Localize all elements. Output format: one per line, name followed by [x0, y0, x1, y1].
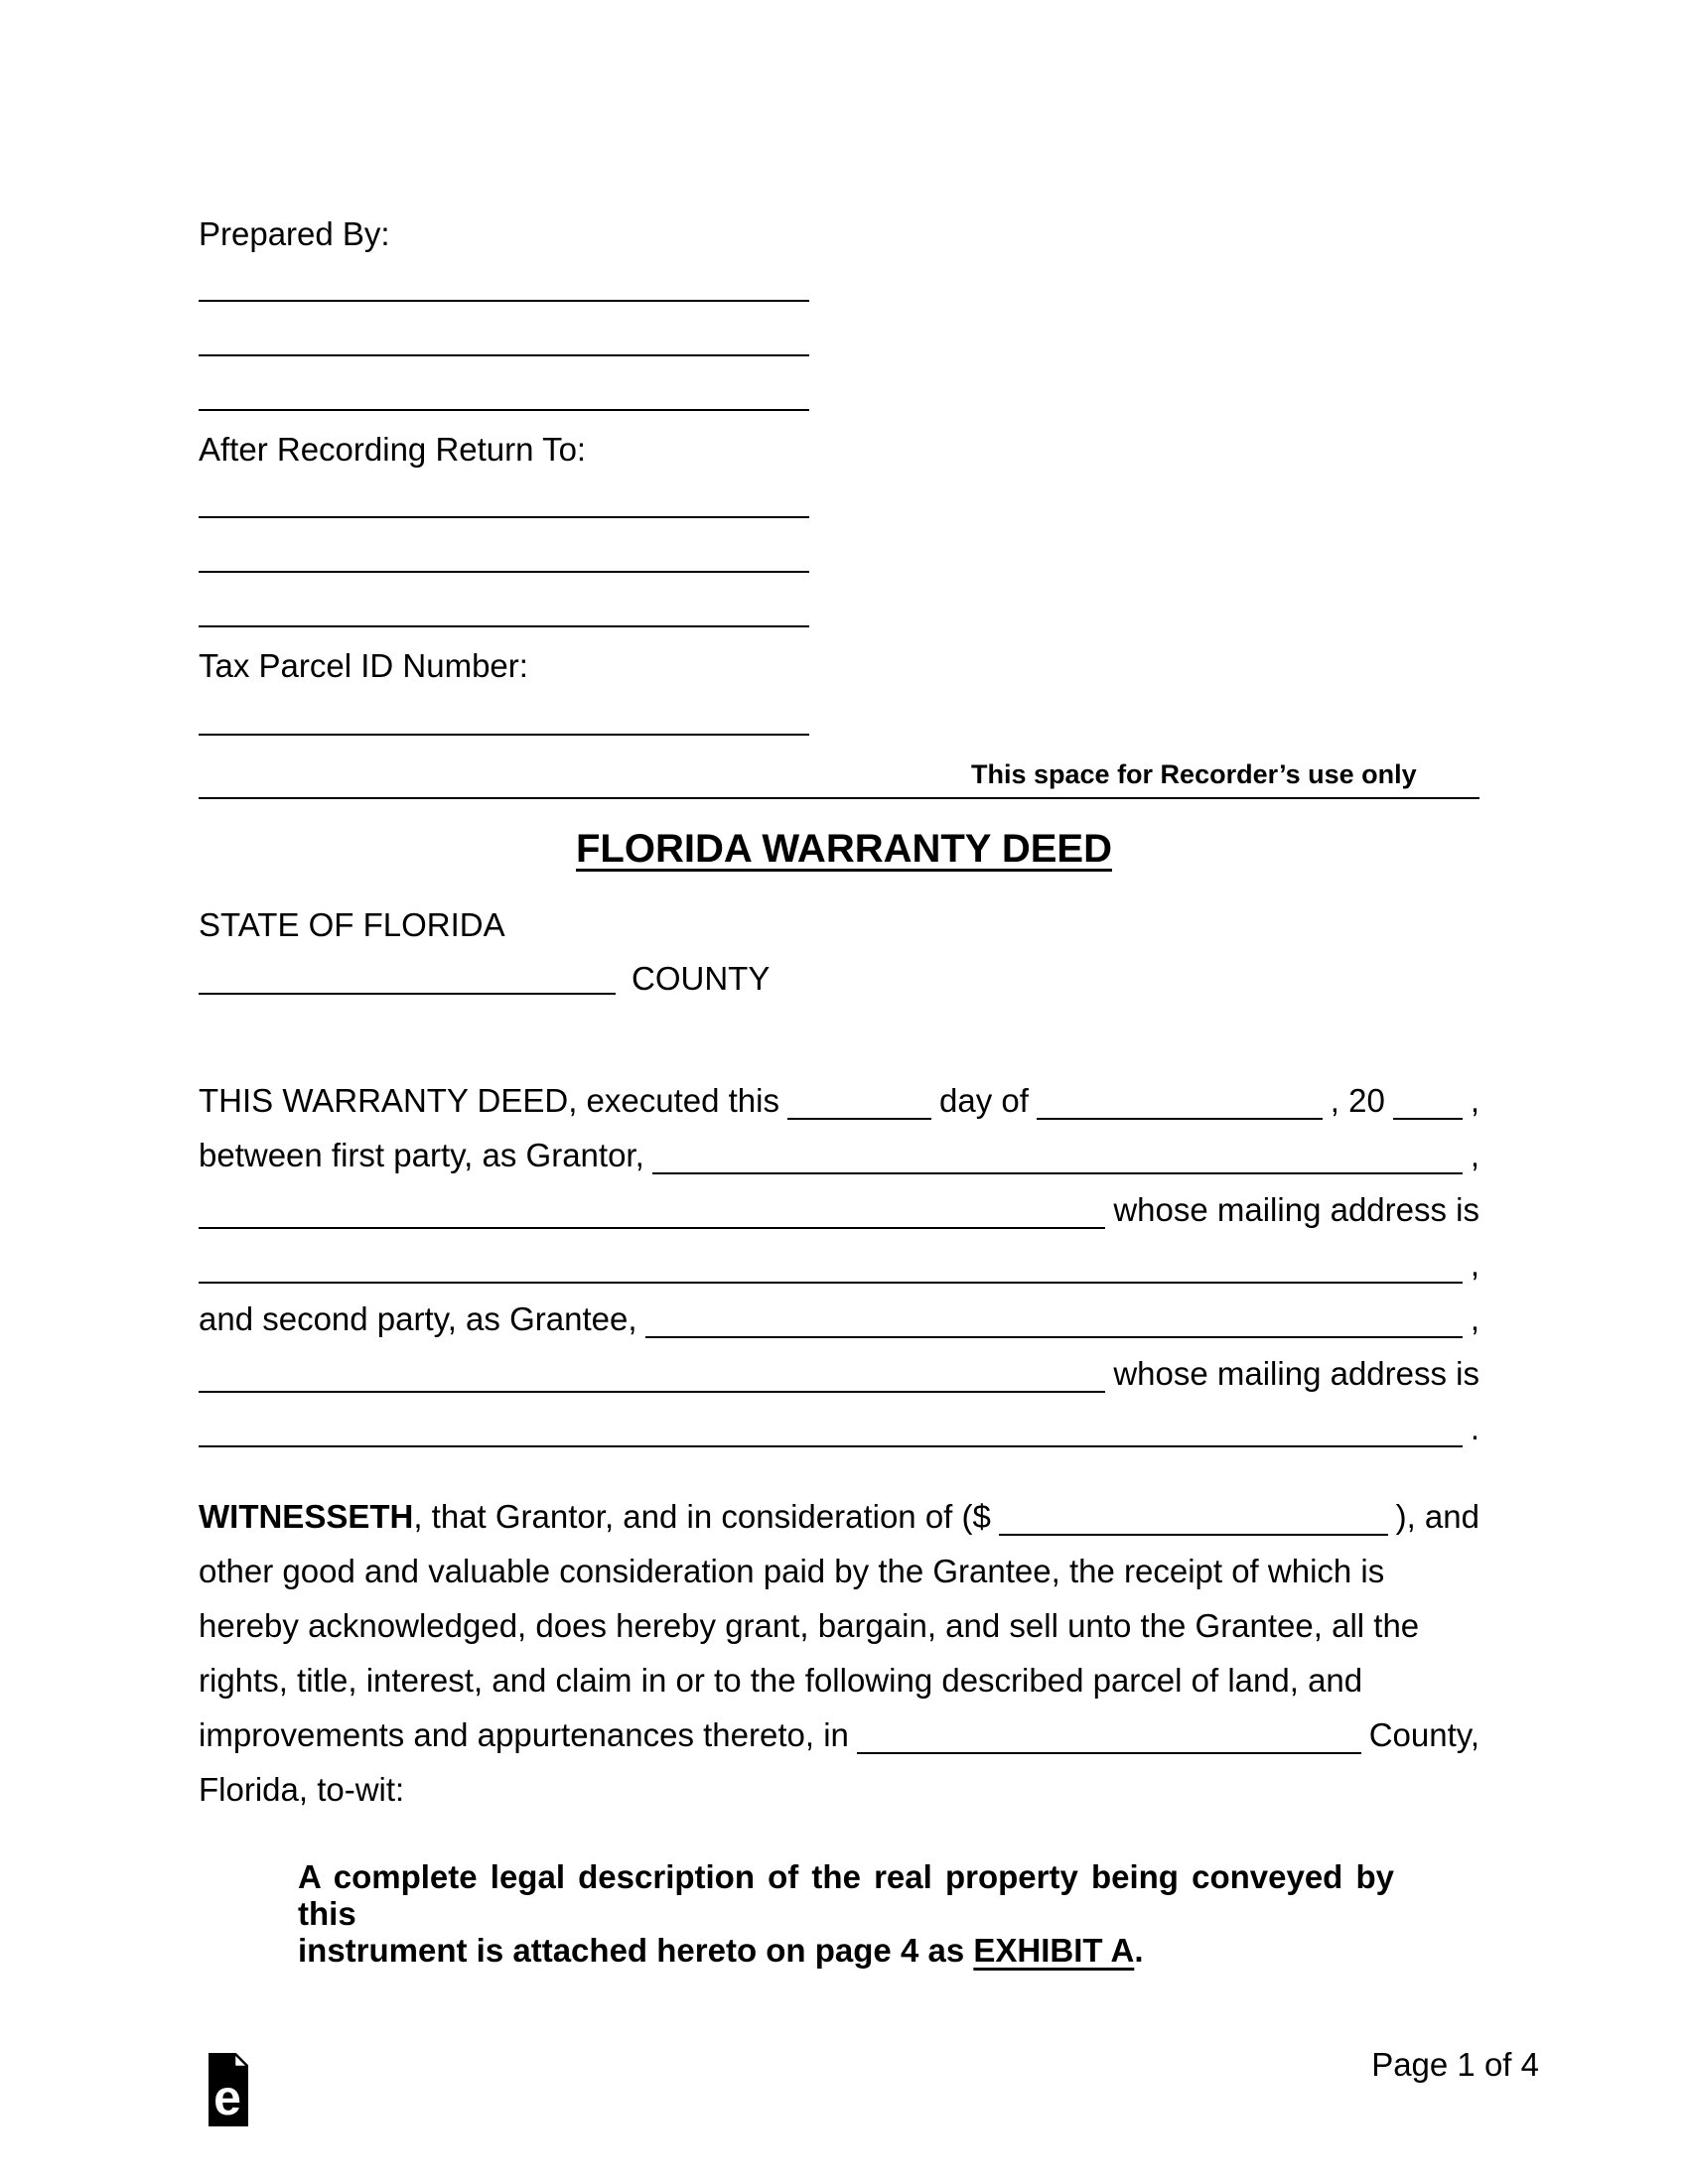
text-run: County, — [1368, 1716, 1479, 1753]
exhibit-note-period: . — [1134, 1932, 1144, 1969]
document-line — [199, 1598, 1479, 1653]
blank-field-line — [199, 1445, 1463, 1447]
document-line — [199, 1346, 1479, 1401]
county-label: COUNTY — [632, 960, 771, 997]
prepared-by-label: Prepared By: — [199, 215, 390, 252]
recorder-separator-line — [199, 797, 1479, 799]
blank-field-line — [199, 516, 809, 518]
blank-field-line — [199, 300, 809, 302]
blank-field-line — [199, 625, 809, 627]
text-run: between first party, as Grantor, — [199, 1137, 644, 1173]
document-line — [199, 1544, 1479, 1598]
blank-field-line — [652, 1172, 1463, 1174]
text-run: rights, title, interest, and claim in or to the following described parcel of land, and — [199, 1662, 1363, 1699]
exhibit-a-reference: EXHIBIT A — [973, 1932, 1135, 1969]
tax-parcel-label: Tax Parcel ID Number: — [199, 647, 528, 684]
witnesseth-paragraph — [199, 1489, 1479, 1817]
after-recording-label: After Recording Return To: — [199, 431, 587, 468]
text-run: Florida, to-wit: — [199, 1771, 405, 1808]
text-run: , that Grantor, and in consideration of ($ — [413, 1498, 991, 1535]
blank-field-line — [787, 1118, 931, 1120]
document-line — [199, 1401, 1479, 1455]
text-run: other good and valuable consideration paid by the Grantee, the receipt of which is — [199, 1553, 1385, 1589]
blank-field-line — [1393, 1118, 1463, 1120]
document-title-text: FLORIDA WARRANTY DEED — [576, 827, 1112, 871]
document-line — [199, 1182, 1479, 1237]
text-run: whose mailing address is — [1113, 1191, 1479, 1228]
eforms-logo-icon — [209, 2053, 248, 2126]
blank-field-line — [199, 734, 809, 736]
text-run: and second party, as Grantee, — [199, 1300, 637, 1337]
document-line — [199, 1073, 1479, 1128]
text-run: THIS WARRANTY DEED, executed this — [199, 1082, 779, 1119]
document-line — [199, 1292, 1479, 1346]
document-line — [199, 1762, 1479, 1817]
document-line — [199, 1128, 1479, 1182]
blank-field-line — [857, 1752, 1361, 1754]
text-run: , 20 — [1330, 1082, 1385, 1119]
blank-field-line — [999, 1534, 1388, 1536]
exhibit-note-line-2 — [298, 1932, 1394, 1969]
exhibit-note-line-1: A complete legal description of the real property being conveyed by this — [298, 1858, 1394, 1932]
text-run: ), and — [1395, 1498, 1479, 1535]
text-run: day of — [939, 1082, 1029, 1119]
county-blank-field-line — [199, 993, 616, 995]
state-label: STATE OF FLORIDA — [199, 906, 505, 943]
blank-field-line — [199, 1227, 1105, 1229]
text-run: improvements and appurtenances thereto, in — [199, 1716, 849, 1753]
deed-paragraph — [199, 1073, 1479, 1455]
document-line — [199, 1707, 1479, 1762]
text-run: . — [1470, 1410, 1479, 1446]
document-line — [199, 1237, 1479, 1292]
text-run: , — [1470, 1300, 1479, 1337]
text-run: , — [1470, 1246, 1479, 1283]
document-title — [0, 827, 1688, 872]
document-line — [199, 1653, 1479, 1707]
blank-field-line — [199, 354, 809, 356]
text-run: hereby acknowledged, does hereby grant, bargain, and sell unto the Grantee, all the — [199, 1607, 1420, 1644]
blank-field-line — [199, 1391, 1105, 1393]
blank-field-line — [645, 1336, 1463, 1338]
logo-letter: e — [213, 2070, 241, 2125]
document-line — [199, 1489, 1479, 1544]
county-row — [199, 957, 1479, 1001]
blank-field-line — [199, 409, 809, 411]
exhibit-note-text: instrument is attached hereto on page 4 as — [298, 1932, 974, 1969]
text-run: WITNESSETH — [199, 1498, 414, 1535]
text-run: whose mailing address is — [1113, 1355, 1479, 1392]
text-run: , — [1470, 1082, 1479, 1119]
blank-field-line — [199, 571, 809, 573]
blank-field-line — [1037, 1118, 1323, 1120]
text-run: , — [1470, 1137, 1479, 1173]
recorder-space-note: This space for Recorder’s use only — [971, 759, 1417, 789]
page-indicator: Page 1 of 4 — [1371, 2046, 1539, 2083]
blank-field-line — [199, 1282, 1463, 1284]
exhibit-note — [298, 1858, 1394, 1969]
